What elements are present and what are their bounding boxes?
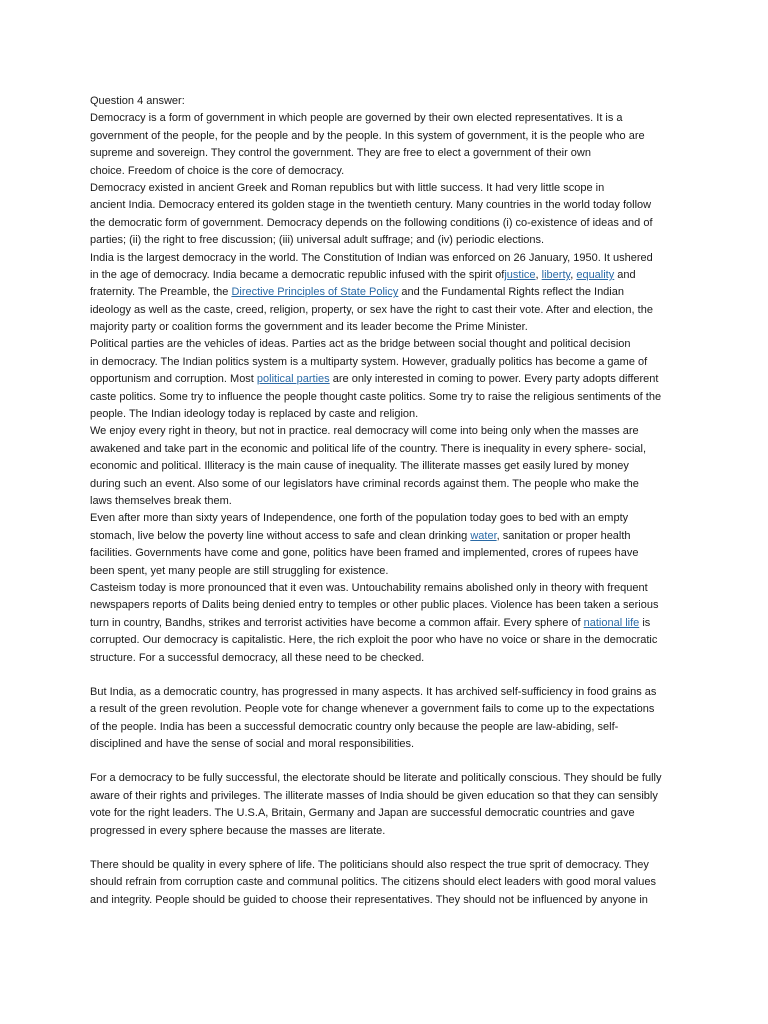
text-line: ancient India. Democracy entered its golden stage in the twentieth century. Many countries in the world today follow bbox=[90, 199, 652, 212]
question-heading: Question 4 answer: bbox=[90, 95, 185, 107]
paragraph-quality bbox=[90, 857, 690, 909]
text-segment: stomach, live below the poverty line without access to safe and clean drinking bbox=[90, 529, 471, 542]
text-line: been spent, yet many people are still struggling for existence. bbox=[90, 564, 389, 577]
text-line: Even after more than sixty years of Independence, one forth of the population today goes to bed with an empty bbox=[90, 512, 629, 525]
document-body bbox=[90, 93, 690, 909]
text-segment: , sanitation or proper health bbox=[496, 529, 631, 542]
text-line: caste politics. Some try to influence the people thought caste politics. Some try to raise the religious sentiments of the bbox=[90, 390, 662, 403]
text-line: in democracy. The Indian politics system is a multiparty system. However, gradually politics has become a game of bbox=[90, 355, 648, 368]
national-life-link[interactable]: national life bbox=[583, 616, 640, 629]
text-segment: fraternity. The Preamble, the bbox=[90, 286, 232, 299]
text-line: There should be quality in every sphere of life. The politicians should also respect the true sprit of democracy. They bbox=[90, 859, 649, 872]
paragraph-definition bbox=[90, 110, 690, 180]
text-line: a result of the green revolution. People vote for change whenever a government fails to come up to the expectations bbox=[90, 703, 655, 716]
directive-principles-link[interactable]: Directive Principles of State Policy bbox=[231, 286, 399, 299]
paragraph-gap bbox=[90, 667, 690, 684]
text-line: parties; (ii) the right to free discussion; (iii) universal adult suffrage; and (iv) periodic elections. bbox=[90, 234, 545, 247]
paragraph-progress bbox=[90, 684, 690, 754]
text-line: ideology as well as the caste, creed, religion, property, or sex have the right to cast their vote. After and election, the bbox=[90, 303, 653, 316]
text-line: But India, as a democratic country, has progressed in many aspects. It has archived self-sufficiency in food grains as bbox=[90, 685, 657, 698]
text-line bbox=[90, 284, 690, 301]
text-line: aware of their rights and privileges. The illiterate masses of India should be given education so that they can sensibly bbox=[90, 789, 658, 802]
justice-link[interactable]: justice bbox=[504, 268, 536, 281]
text-segment: opportunism and corruption. Most bbox=[90, 373, 257, 386]
text-line: and integrity. People should be guided to choose their representatives. They should not be influenced by anyone in bbox=[90, 893, 648, 906]
text-line: vote for the right leaders. The U.S.A, Britain, Germany and Japan are successful democratic countries and gave bbox=[90, 807, 635, 820]
text-segment: and the Fundamental Rights reflect the Indian bbox=[398, 286, 624, 299]
water-link[interactable]: water bbox=[470, 529, 497, 542]
text-line: Political parties are the vehicles of ideas. Parties act as the bridge between social thought and political decision bbox=[90, 338, 631, 351]
text-line: disciplined and have the sense of social and moral responsibilities. bbox=[90, 738, 415, 751]
text-line: majority party or coalition forms the government and its leader become the Prime Minister. bbox=[90, 321, 528, 334]
text-line: during such an event. Also some of our legislators have criminal records against them. The people who make the bbox=[90, 477, 639, 490]
text-line: should refrain from corruption caste and communal politics. The citizens should elect leaders with good moral values bbox=[90, 876, 656, 889]
text-line: structure. For a successful democracy, all these need to be checked. bbox=[90, 651, 425, 664]
text-line: Casteism today is more pronounced that it even was. Untouchability remains abolished only in theory with frequent bbox=[90, 581, 648, 594]
paragraph-india bbox=[90, 250, 690, 337]
text-line: government of the people, for the people and by the people. In this system of government, it is the people who are bbox=[90, 129, 645, 142]
text-line: choice. Freedom of choice is the core of democracy. bbox=[90, 164, 345, 177]
text-line: progressed in every sphere because the masses are literate. bbox=[90, 824, 386, 837]
equality-link[interactable]: equality bbox=[576, 268, 615, 281]
text-segment: turn in country, Bandhs, strikes and terrorist activities have become a common affair. Every sphere of bbox=[90, 616, 584, 629]
text-line: awakened and take part in the economic and political life of the country. There is inequality in every sphere- social, bbox=[90, 442, 647, 455]
separator: , bbox=[535, 268, 542, 281]
text-line: laws themselves break them. bbox=[90, 494, 232, 507]
text-line: We enjoy every right in theory, but not in practice. real democracy will come into being only when the masses are bbox=[90, 425, 639, 438]
text-line: of the people. India has been a successful democratic country only because the people are law-abiding, self- bbox=[90, 720, 619, 733]
text-line: people. The Indian ideology today is replaced by caste and religion. bbox=[90, 408, 419, 421]
text-line: the democratic form of government. Democracy depends on the following conditions (i) co-existence of ideas and of bbox=[90, 216, 653, 229]
paragraph-history bbox=[90, 180, 690, 250]
text-line: corrupted. Our democracy is capitalistic. Here, the rich exploit the poor who have no voice or share in the democratic bbox=[90, 634, 658, 647]
text-segment: and bbox=[614, 268, 636, 281]
text-line: For a democracy to be fully successful, the electorate should be literate and politically conscious. They should be fully bbox=[90, 772, 662, 785]
text-segment: are only interested in coming to power. Every party adopts different bbox=[329, 373, 659, 386]
paragraph-casteism bbox=[90, 580, 690, 667]
paragraph-gap bbox=[90, 840, 690, 857]
text-line bbox=[90, 615, 690, 632]
paragraph-rights bbox=[90, 423, 690, 510]
text-line bbox=[90, 371, 690, 388]
liberty-link[interactable]: liberty bbox=[541, 268, 571, 281]
text-segment: in the age of democracy. India became a democratic republic infused with the spirit of bbox=[90, 268, 505, 281]
text-line: supreme and sovereign. They control the government. They are free to elect a government of their own bbox=[90, 147, 591, 160]
paragraph-electorate bbox=[90, 770, 690, 840]
text-line: newspapers reports of Dalits being denied entry to temples or other public places. Violence has been taken a serious bbox=[90, 599, 659, 612]
text-line bbox=[90, 267, 690, 284]
separator: , bbox=[570, 268, 577, 281]
paragraph-poverty bbox=[90, 510, 690, 580]
political-parties-link[interactable]: political parties bbox=[256, 373, 330, 386]
paragraph-parties bbox=[90, 336, 690, 423]
text-line: Democracy existed in ancient Greek and Roman republics but with little success. It had very little scope in bbox=[90, 181, 605, 194]
paragraph-gap bbox=[90, 753, 690, 770]
text-segment: is bbox=[639, 616, 651, 629]
text-line: Democracy is a form of government in which people are governed by their own elected representatives. It is a bbox=[90, 112, 623, 125]
text-line: facilities. Governments have come and gone, politics have been framed and implemented, crores of rupees have bbox=[90, 547, 639, 560]
text-line: economic and political. Illiteracy is the main cause of inequality. The illiterate masses get easily lured by money bbox=[90, 460, 629, 473]
text-line: India is the largest democracy in the world. The Constitution of Indian was enforced on 26 January, 1950. It ushered bbox=[90, 251, 653, 264]
text-line bbox=[90, 528, 690, 545]
